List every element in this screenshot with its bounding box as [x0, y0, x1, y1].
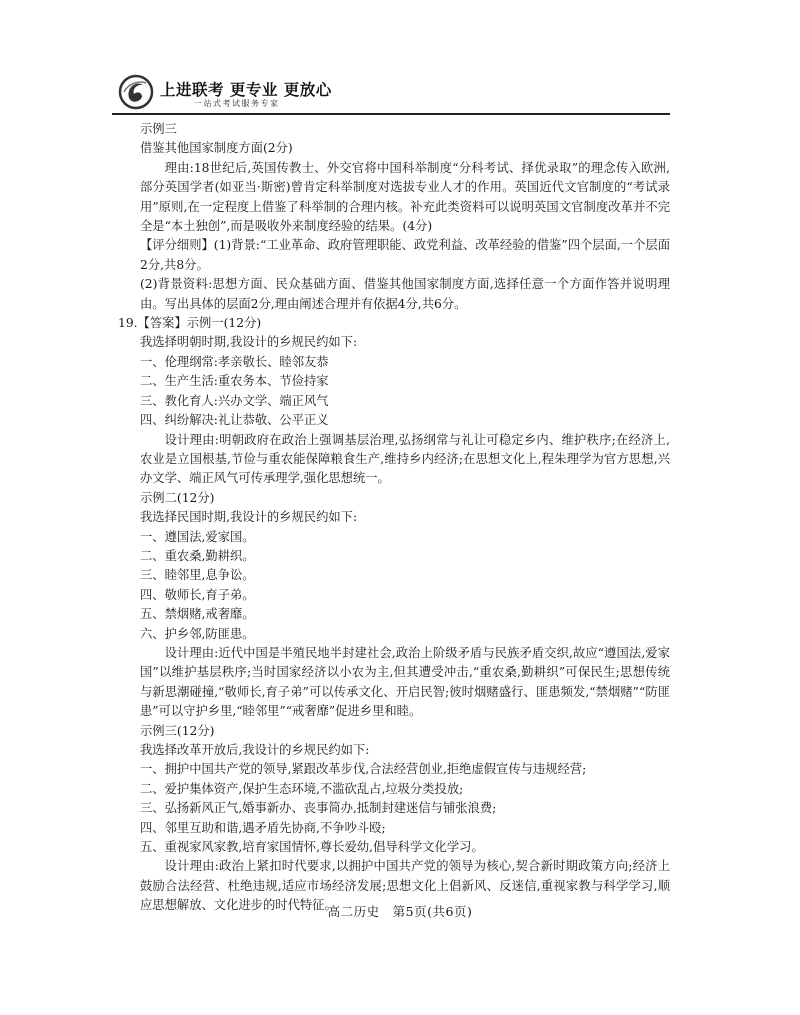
- paragraph: 示例二(12分): [140, 490, 215, 505]
- list-item: 三、睦邻里,息争讼。: [140, 568, 255, 583]
- list-item: 二、爱护集体资产,保护生态环境,不滥砍乱占,垃圾分类投放;: [140, 781, 464, 796]
- list-item: 四、敬师长,育子弟。: [140, 587, 255, 602]
- document-body: [118, 120, 670, 916]
- paragraph: 我选择民国时期,我设计的乡规民约如下:: [140, 510, 358, 525]
- list-item: 一、遵国法,爱家国。: [140, 529, 255, 544]
- paragraph: 示例三(12分): [140, 723, 215, 738]
- list-item: 三、弘扬新风正气,婚事新办、丧事简办,抵制封建迷信与铺张浪费;: [140, 801, 497, 816]
- paragraph: 【评分细则】(1)背景:“工业革命、政府管理职能、政党利益、改革经验的借鉴”四个层面,一个层面2分,共8分。: [140, 238, 670, 272]
- paragraph: 设计理由:近代中国是半殖民地半封建社会,政治上阶级矛盾与民族矛盾交织,故应“遵国法,爱家国”以维护基层秩序;当时国家经济以小农为主,但其遭受冲击,“重农桑,勤耕织”可保民生;思想传统与新思潮碰撞,“敬师长,育子弟”可以传承文化、开启民智;彼时烟赌盛行、匪患频发,“禁烟赌”“防匪患”可以守护乡里,“睦邻里”“戒奢靡”促进乡里和睦。: [140, 645, 670, 719]
- logo-icon: [118, 74, 154, 110]
- paragraph: 设计理由:明朝政府在政治上强调基层治理,弘扬纲常与礼让可稳定乡内、维护秩序;在经济上,农业是立国根基,节俭与重农能保障粮食生产,维持乡内经济;在思想文化上,程朱理学为官方思想,兴办文学、端正风气可传承理学,强化思想统一。: [140, 432, 670, 486]
- question-19-heading: 19.【答案】示例一(12分): [118, 316, 262, 331]
- list-item: 一、伦理纲常:孝亲敬长、睦邻友恭: [140, 354, 329, 369]
- list-item: 一、拥护中国共产党的领导,紧跟改革步伐,合法经营创业,拒绝虚假宣传与违规经营;: [140, 762, 587, 777]
- paragraph: 理由:18世纪后,英国传教士、外交官将中国科举制度“分科考试、择优录取”的理念传入欧洲,部分英国学者(如亚当·斯密)曾肯定科举制度对选拔专业人才的作用。英国近代文官制度的“考试录用”原则,在一定程度上借鉴了科举制的合理内核。补充此类资料可以说明英国文官制度改革并不完全是“本土独创”,而是吸收外来制度经验的结果。(4分): [140, 160, 670, 234]
- list-item: 六、护乡邻,防匪患。: [140, 626, 255, 641]
- list-item: 四、纠纷解决:礼让恭敬、公平正义: [140, 413, 329, 428]
- paragraph: 我选择明朝时期,我设计的乡规民约如下:: [140, 335, 358, 350]
- brand-name: 上进联考 更专业 更放心: [160, 81, 332, 99]
- list-item: 四、邻里互助和谐,遇矛盾先协商,不争吵斗殴;: [140, 820, 386, 835]
- list-item: 五、重视家风家教,培育家国情怀,尊长爱幼,倡导科学文化学习。: [140, 840, 484, 855]
- paragraph: 我选择改革开放后,我设计的乡规民约如下:: [140, 743, 370, 757]
- list-item: 五、禁烟赌,戒奢靡。: [140, 607, 255, 622]
- list-item: 二、生产生活:重农务本、节俭持家: [140, 374, 329, 389]
- header-divider: [112, 113, 670, 115]
- header: [118, 74, 332, 114]
- page-footer: 高二历史 第5页(共6页): [327, 904, 473, 919]
- paragraph: 借鉴其他国家制度方面(2分): [140, 141, 293, 156]
- list-item: 三、教化育人:兴办文学、端正风气: [140, 393, 329, 408]
- paragraph: 示例三: [140, 122, 177, 136]
- brand-slogan: 一站式考试服务专家: [194, 99, 280, 108]
- list-item: 二、重农桑,勤耕织。: [140, 548, 255, 563]
- paragraph: (2)背景资料:思想方面、民众基础方面、借鉴其他国家制度方面,选择任意一个方面作答并说明理由。写出具体的层面2分,理由阐述合理并有依据4分,共6分。: [140, 277, 670, 311]
- paragraph: 设计理由:政治上紧扣时代要求,以拥护中国共产党的领导为核心,契合新时期政策方向;经济上鼓励合法经营、杜绝违规,适应市场经济发展;思想文化上倡新风、反迷信,重视家教与科学学习,顺应思想解放、文化进步的时代特征。: [140, 859, 670, 913]
